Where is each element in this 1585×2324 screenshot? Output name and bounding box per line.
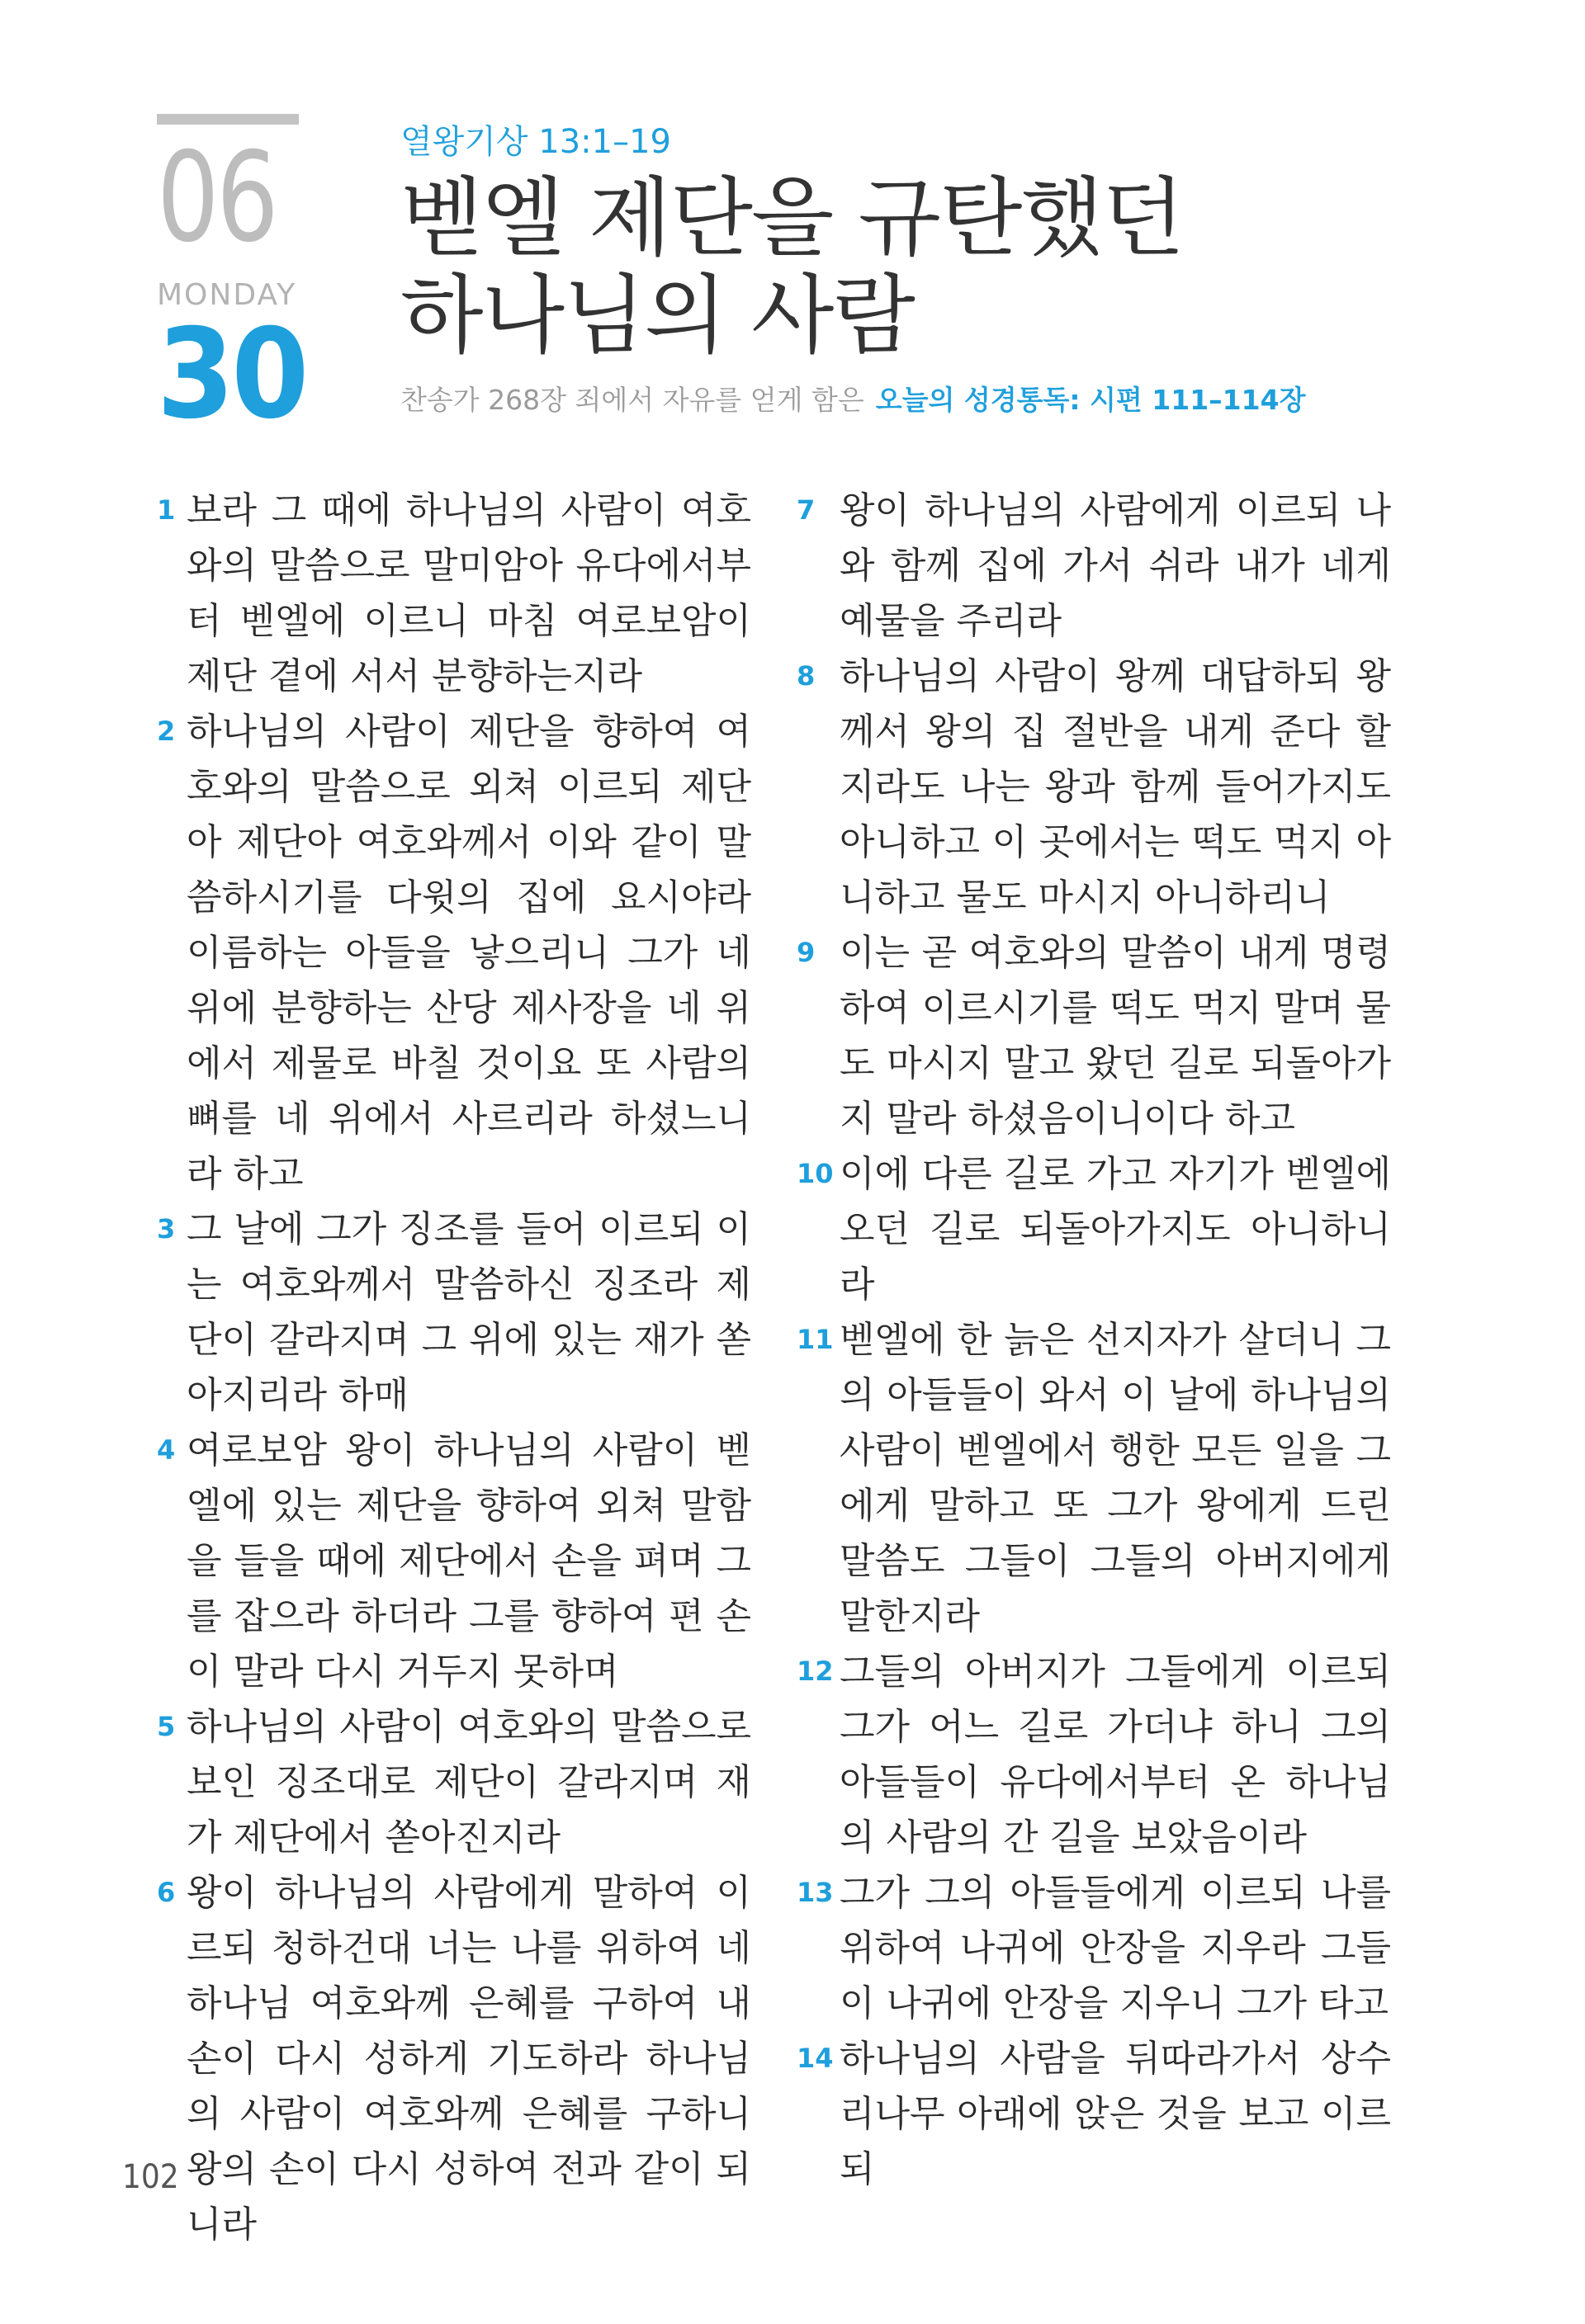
- verse-text: 하나님의 사람이 여호와의 말씀으로 보인 징조대로 제단이 갈라지며 재가 제단에서 쏟아진지라: [187, 1706, 751, 1859]
- verse: [157, 1202, 751, 1423]
- verse: [797, 649, 1391, 925]
- verse-text: 하나님의 사람이 왕께 대답하되 왕께서 왕의 집 절반을 내게 준다 할지라도 나는 왕과 함께 들어가지도 아니하고 이 곳에서는 떡도 먹지 아니하고 물도 마시지 아니하리니: [840, 655, 1391, 919]
- verse-text: 벧엘에 한 늙은 선지자가 살더니 그의 아들들이 와서 이 날에 하나님의 사람이 벧엘에서 행한 모든 일을 그에게 말하고 또 그가 왕에게 드린 말씀도 그들이 그들의 아버지에게 말한지라: [840, 1319, 1391, 1637]
- title-line-1: 벧엘 제단을 규탄했던: [400, 168, 1184, 268]
- scripture-reference: 열왕기상 13:1–19: [400, 123, 671, 161]
- verse: [157, 1423, 751, 1699]
- page-number: 102: [122, 2158, 179, 2196]
- verse: [797, 925, 1391, 1146]
- verse-text: 이는 곧 여호와의 말씀이 내게 명령하여 이르시기를 떡도 먹지 말며 물도 마시지 말고 왔던 길로 되돌아가지 말라 하셨음이니이다 하고: [840, 932, 1391, 1140]
- verse-number: 12: [797, 1656, 834, 1687]
- verse-number: 9: [797, 937, 816, 968]
- reading-plan: 오늘의 성경통독: 시편 111–114장: [875, 384, 1306, 416]
- month-number: 06: [157, 126, 277, 270]
- verse-text: 왕이 하나님의 사람에게 이르되 나와 함께 집에 가서 쉬라 내가 네게 예물을 주리라: [840, 489, 1391, 642]
- verse-number: 11: [797, 1324, 834, 1355]
- verse: [797, 1312, 1391, 1644]
- verse-text: 왕이 하나님의 사람에게 말하여 이르되 청하건대 너는 나를 위하여 네 하나님 여호와께 은혜를 구하여 내 손이 다시 성하게 기도하라 하나님의 사람이 여호와께 은혜를 구하니 왕의 손이 다시 성하여 전과 같이 되니라: [187, 1872, 751, 2246]
- verse: [157, 483, 751, 704]
- verse-text: 하나님의 사람이 제단을 향하여 여호와의 말씀으로 외쳐 이르되 제단아 제단아 여호와께서 이와 같이 말씀하시기를 다윗의 집에 요시야라 이름하는 아들을 낳으리니 그가 네 위에 분향하는 산당 제사장을 네 위에서 제물로 바칠 것이요 또 사람의 뼈를 네 위에서 사르리라 하셨느니라 하고: [187, 711, 751, 1195]
- verse-text: 이에 다른 길로 가고 자기가 벧엘에 오던 길로 되돌아가지도 아니하니라: [840, 1153, 1391, 1306]
- title-line-2: 하나님의 사람: [400, 265, 914, 366]
- hymn-text: 찬송가 268장 죄에서 자유를 얻게 함은: [400, 384, 864, 416]
- day-number: 30: [157, 303, 306, 446]
- date-block: [157, 114, 306, 446]
- verse-text: 그가 그의 아들들에게 이르되 나를 위하여 나귀에 안장을 지우라 그들이 나귀에 안장을 지우니 그가 타고: [840, 1872, 1391, 2024]
- verse-text: 여로보암 왕이 하나님의 사람이 벧엘에 있는 제단을 향하여 외쳐 말함을 들을 때에 제단에서 손을 펴며 그를 잡으라 하더라 그를 향하여 편 손이 말라 다시 거두지 못하며: [187, 1429, 751, 1693]
- verse-number: 4: [157, 1434, 176, 1466]
- date-rule: [157, 114, 299, 125]
- verse-number: 2: [157, 716, 176, 747]
- verse-text: 하나님의 사람을 뒤따라가서 상수리나무 아래에 앉은 것을 보고 이르되: [840, 2038, 1391, 2190]
- left-column: [157, 483, 751, 2252]
- verse-number: 8: [797, 660, 816, 692]
- weekday: MONDAY: [157, 278, 297, 312]
- verse: [157, 1699, 751, 1865]
- verse: [797, 483, 1391, 649]
- verse-text: 그 날에 그가 징조를 들어 이르되 이는 여호와께서 말씀하신 징조라 제단이 갈라지며 그 위에 있는 재가 쏟아지리라 하매: [187, 1208, 751, 1416]
- verse-number: 10: [797, 1158, 834, 1189]
- verse-text: 보라 그 때에 하나님의 사람이 여호와의 말씀으로 말미암아 유다에서부터 벧엘에 이르니 마침 여로보암이 제단 곁에 서서 분향하는지라: [187, 489, 751, 697]
- verse-number: 6: [157, 1877, 176, 1908]
- verse: [797, 1644, 1391, 1865]
- verse-text: 그들의 아버지가 그들에게 이르되 그가 어느 길로 가더냐 하니 그의 아들들이 유다에서부터 온 하나님의 사람의 간 길을 보았음이라: [840, 1651, 1391, 1859]
- verse-number: 5: [157, 1711, 176, 1742]
- verse-number: 1: [157, 494, 176, 526]
- verse: [157, 1865, 751, 2252]
- page-title: [400, 169, 1474, 364]
- title-block: [400, 116, 1474, 418]
- right-column: [797, 483, 1391, 2197]
- verse: [797, 1865, 1391, 2031]
- verse-number: 3: [157, 1213, 176, 1245]
- verse: [157, 704, 751, 1202]
- subtitle: [400, 379, 1474, 418]
- verse: [797, 1146, 1391, 1312]
- verse-number: 7: [797, 494, 816, 526]
- verse: [797, 2031, 1391, 2197]
- verse-number: 13: [797, 1877, 834, 1908]
- verse-number: 14: [797, 2043, 834, 2074]
